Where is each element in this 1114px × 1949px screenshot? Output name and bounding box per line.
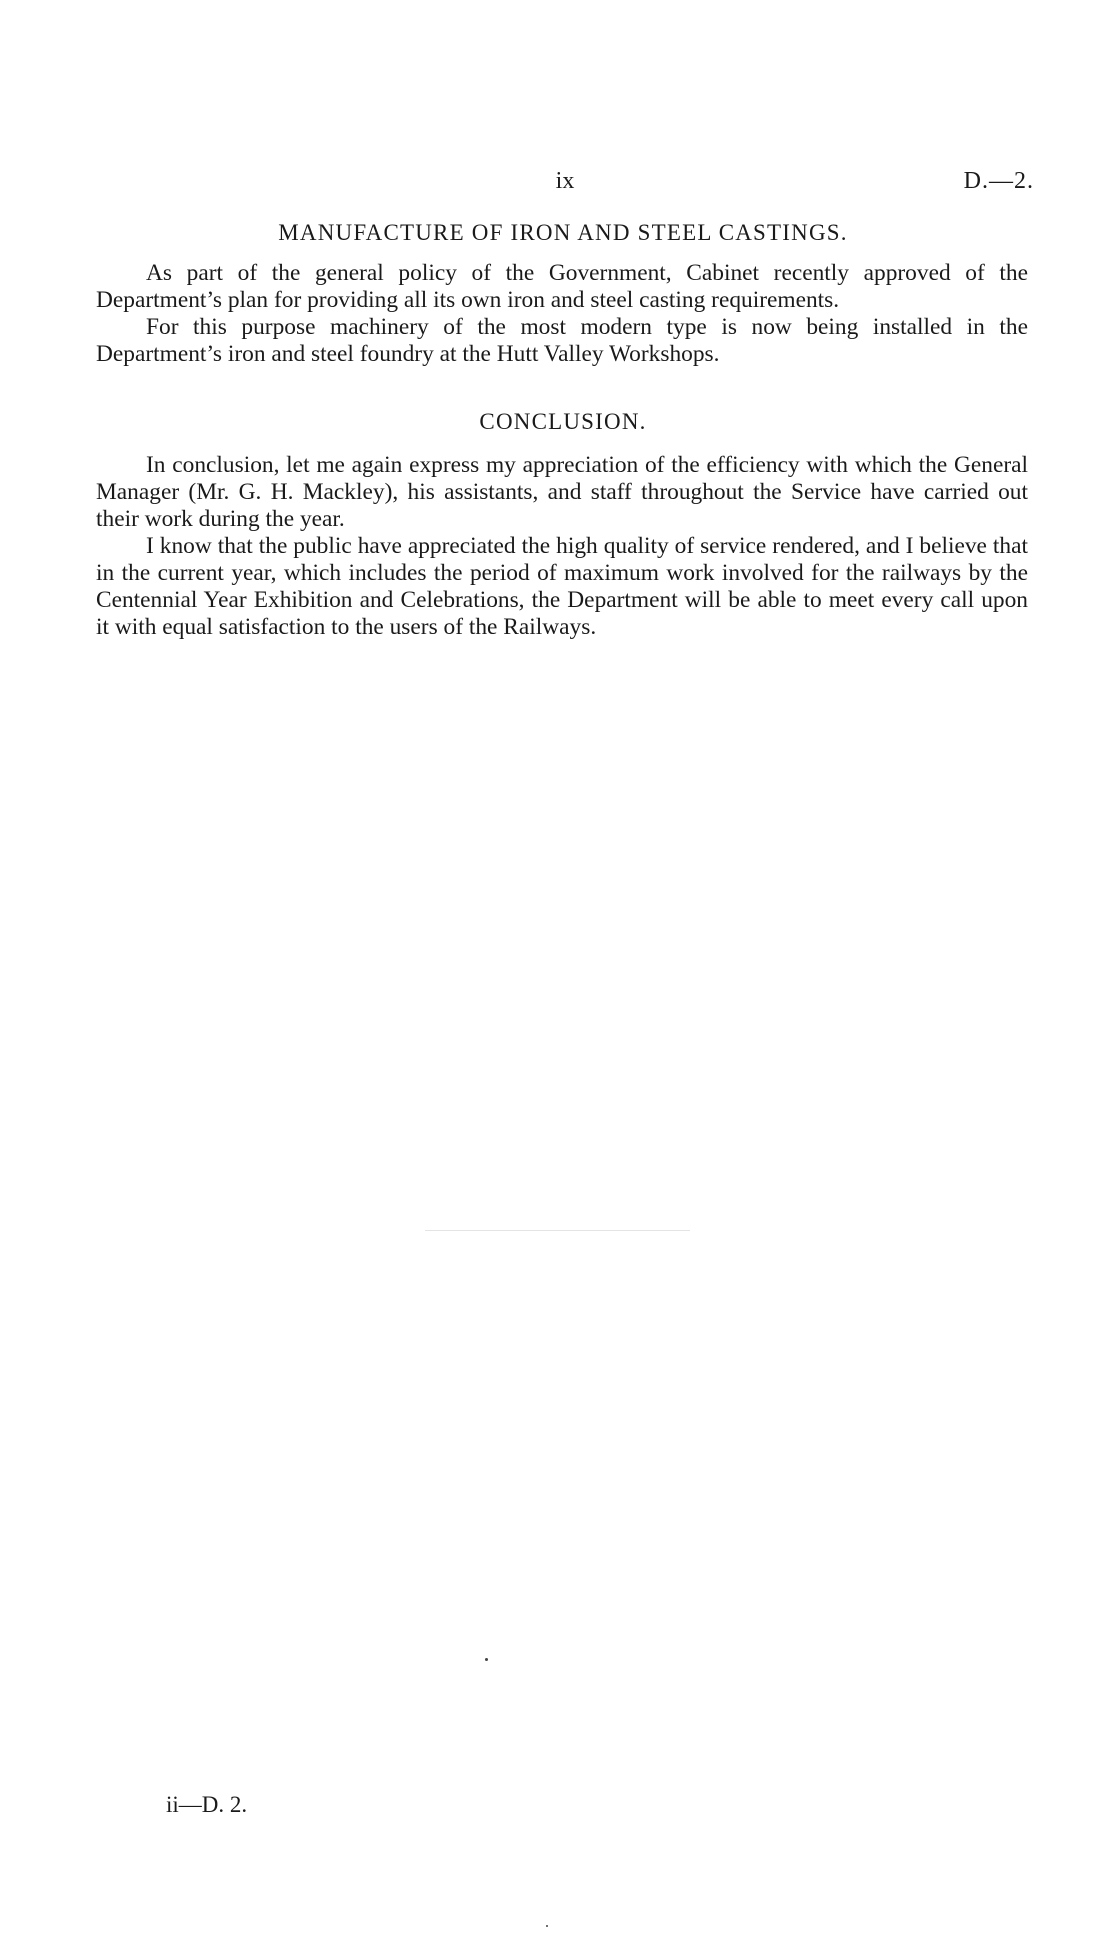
section-heading-castings: MANUFACTURE OF IRON AND STEEL CASTINGS. [278, 220, 848, 245]
document-reference: D.—2. [963, 168, 1034, 194]
section-body-conclusion [96, 452, 1028, 641]
section-heading-conclusion: CONCLUSION. [479, 409, 647, 434]
paragraph: In conclusion, let me again express my appreciation of the efficiency with which the General Manager (Mr. G. H. Mackley), his assistants, and staff throughout the Service have carried out their work during the year. [96, 452, 1028, 532]
section-body-castings [96, 260, 1028, 368]
paragraph: I know that the public have appreciated the high quality of service rendered, and I believe that in the current year, which includes the period of maximum work involved for the railways by the Centennial Year Exhibition and Celebrations, the Department will be able to meet every call upon it with equal satisfaction to the users of the Railways. [96, 533, 1028, 640]
paragraph: As part of the general policy of the Government, Cabinet recently approved of the Department’s plan for providing all its own iron and steel casting requirements. [96, 260, 1028, 313]
faint-divider [425, 1230, 690, 1231]
paragraph: For this purpose machinery of the most modern type is now being installed in the Department’s iron and steel foundry at the Hutt Valley Workshops. [96, 314, 1028, 367]
page-number: ix [555, 168, 575, 194]
print-speck [485, 1658, 488, 1661]
footer-signature: ii—D. 2. [166, 1792, 248, 1817]
print-speck [546, 1925, 548, 1927]
